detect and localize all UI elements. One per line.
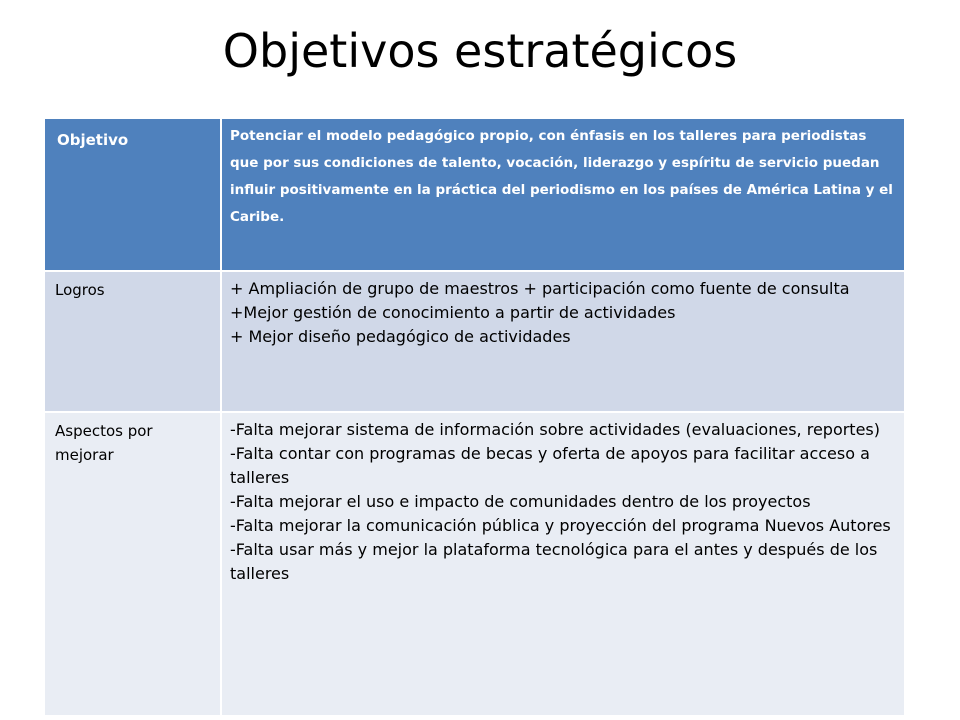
logros-line: +Mejor gestión de conocimiento a partir de actividades bbox=[230, 303, 676, 322]
objectives-table bbox=[45, 119, 906, 717]
objetivo-text: Potenciar el modelo pedagógico propio, con énfasis en los talleres para periodistas que por sus condiciones de talento, vocación, liderazgo y espíritu de servicio puedan influir positivamente en la práctica del periodismo en los países de América Latina y el Caribe. bbox=[230, 128, 893, 225]
table-row-logros bbox=[45, 271, 905, 412]
logros-line: + Ampliación de grupo de maestros + participación como fuente de consulta bbox=[230, 279, 850, 298]
aspectos-line: -Falta contar con programas de becas y oferta de apoyos para facilitar acceso a talleres bbox=[230, 444, 870, 487]
row-value-objetivo bbox=[221, 119, 905, 271]
row-label-objetivo: Objetivo bbox=[45, 119, 221, 271]
aspectos-line: -Falta usar más y mejor la plataforma tecnológica para el antes y después de los talleres bbox=[230, 540, 878, 583]
logros-line: + Mejor diseño pedagógico de actividades bbox=[230, 327, 571, 346]
aspectos-line: -Falta mejorar sistema de información sobre actividades (evaluaciones, reportes) bbox=[230, 420, 880, 439]
row-value-logros bbox=[221, 271, 905, 412]
slide-title: Objetivos estratégicos bbox=[222, 24, 738, 78]
table-row-aspectos bbox=[45, 412, 905, 716]
row-value-aspectos bbox=[221, 412, 905, 716]
row-label-logros: Logros bbox=[45, 271, 221, 412]
aspectos-line: -Falta mejorar la comunicación pública y proyección del programa Nuevos Autores bbox=[230, 516, 891, 535]
table-row-objetivo bbox=[45, 119, 905, 271]
aspectos-line: -Falta mejorar el uso e impacto de comunidades dentro de los proyectos bbox=[230, 492, 811, 511]
row-label-aspectos: Aspectos por mejorar bbox=[45, 412, 221, 716]
